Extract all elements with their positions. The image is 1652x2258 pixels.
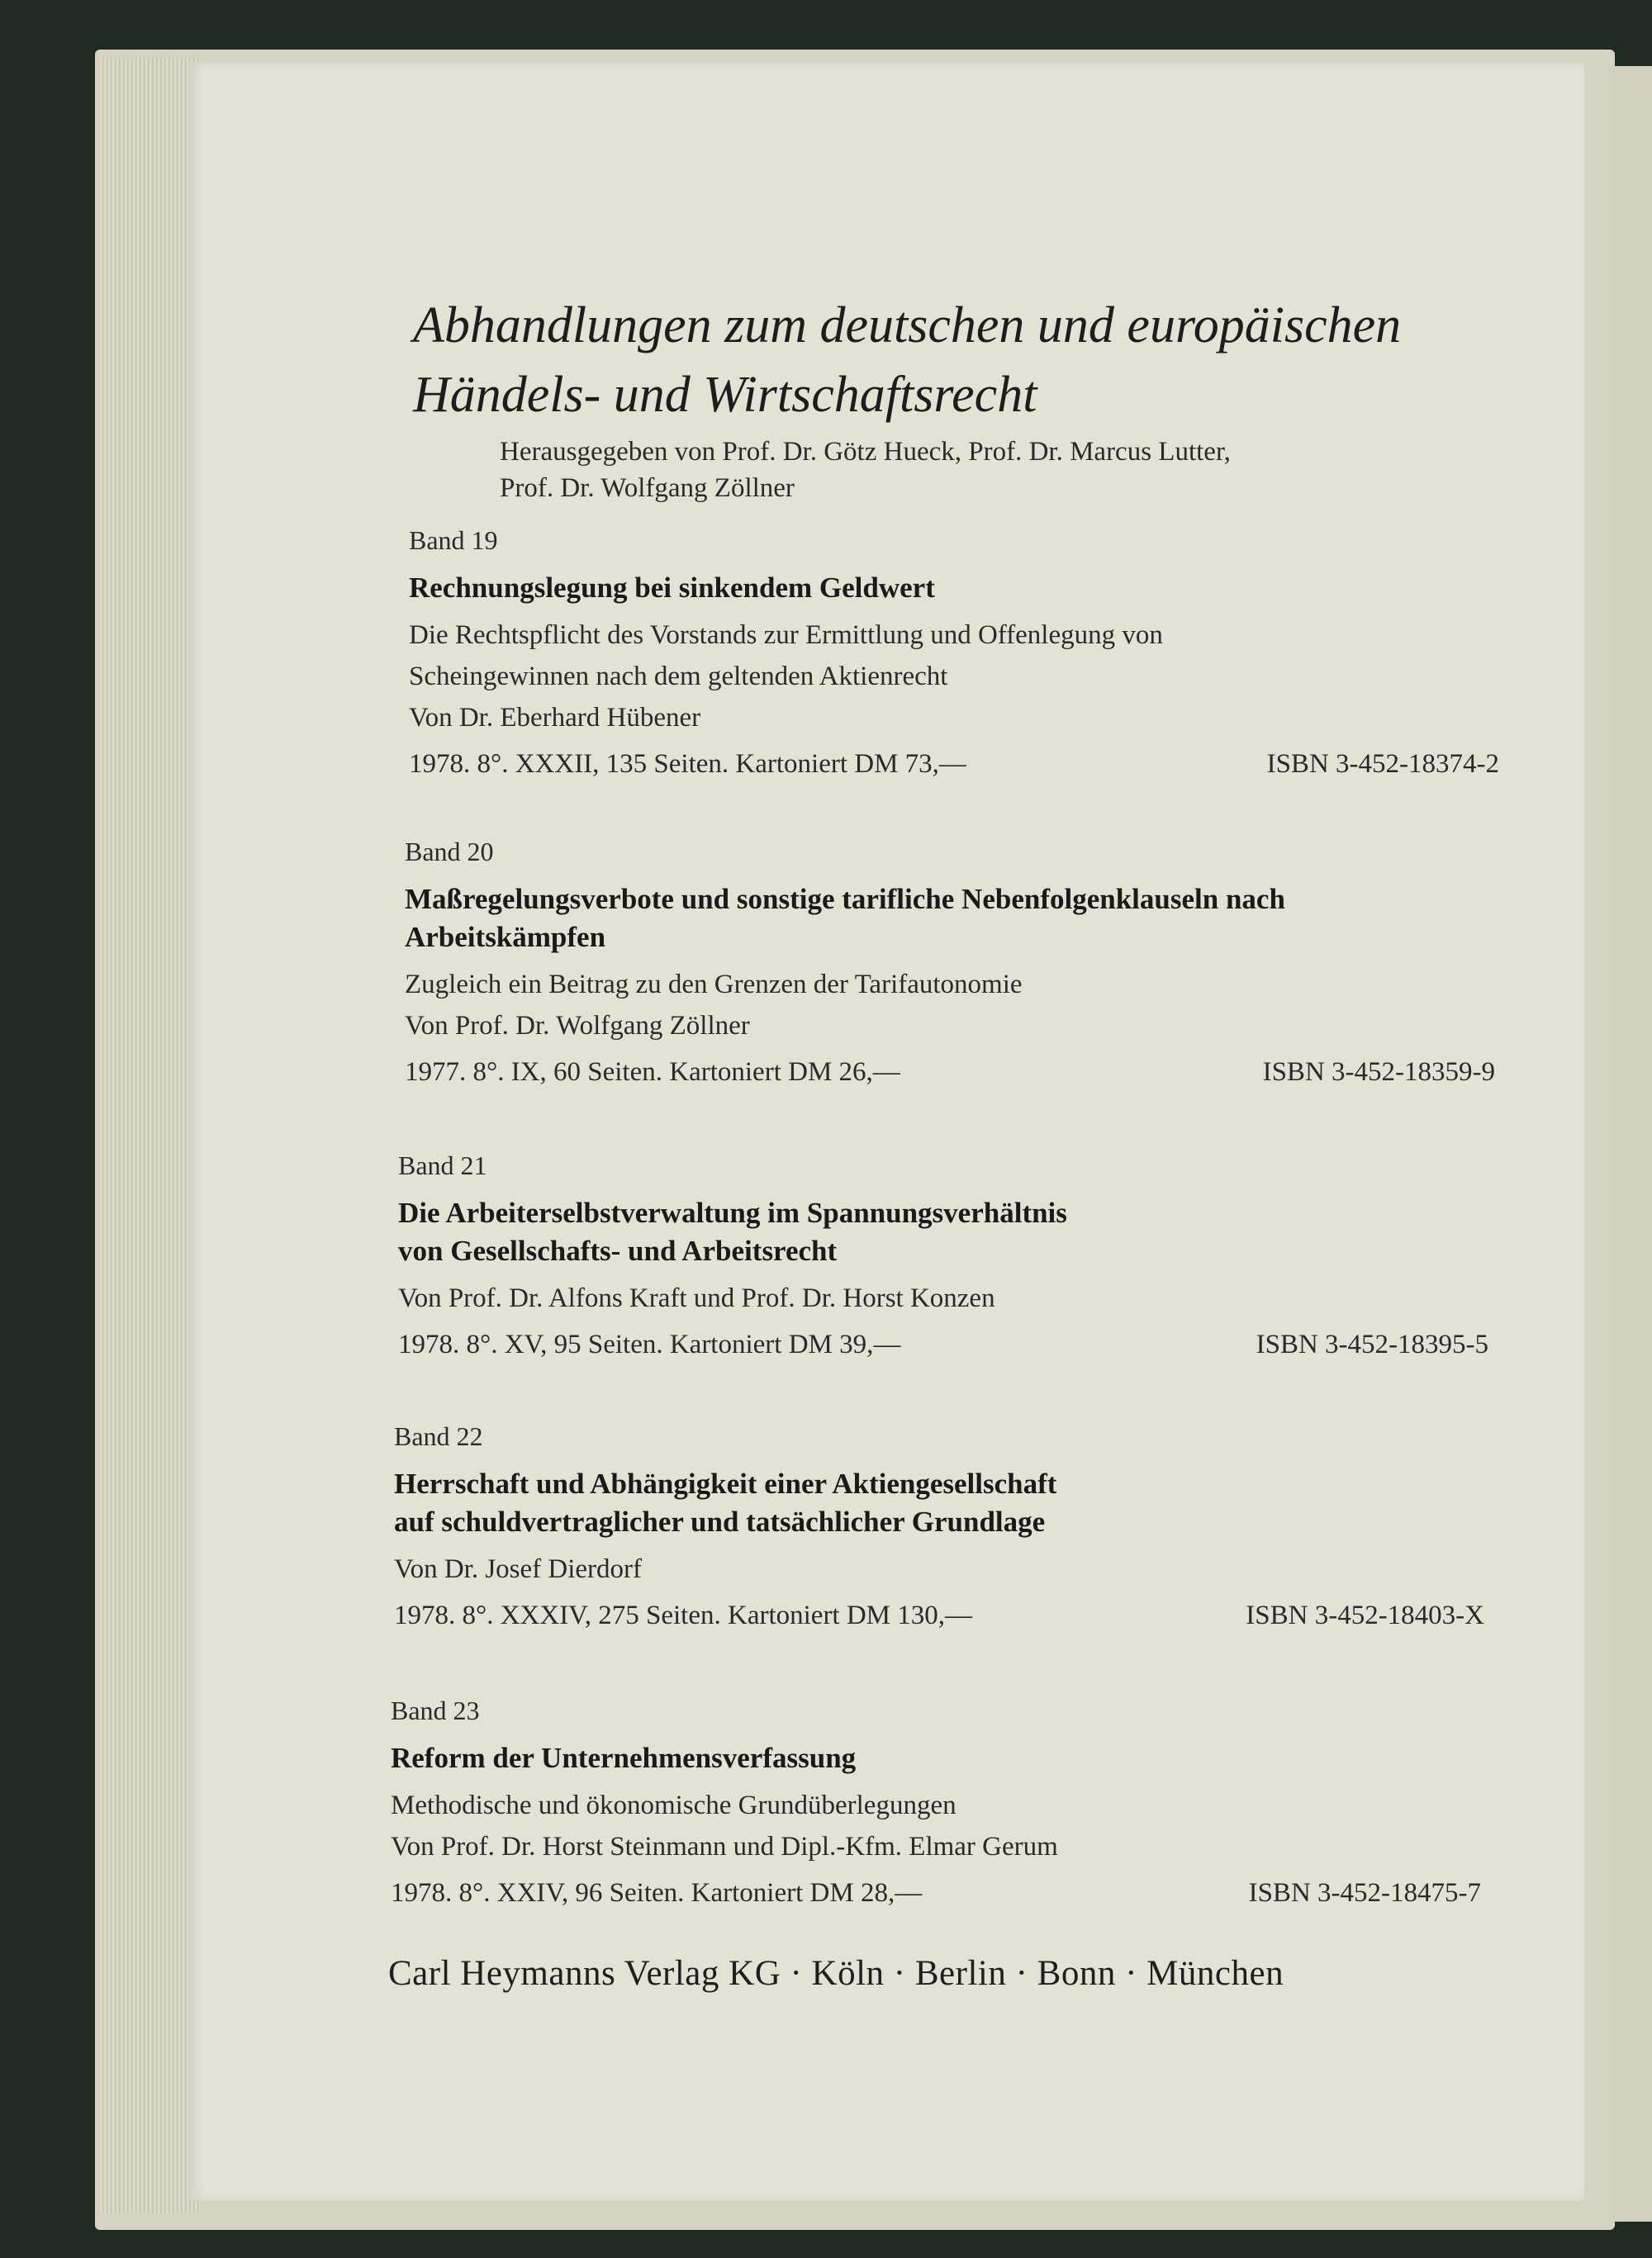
book-title-line: Die Arbeiterselbstverwaltung im Spannungsverhältnis	[398, 1197, 1067, 1229]
entry-band-21	[398, 1148, 1488, 1363]
publication-row	[394, 1597, 1484, 1634]
book-title	[398, 1194, 1488, 1270]
subtitle-line: Zugleich ein Beitrag zu den Grenzen der Tarifautonomie	[405, 970, 1023, 999]
entry-band-22	[394, 1419, 1484, 1634]
publication-details: 1978. 8°. XXXII, 135 Seiten. Kartoniert DM 73,—	[409, 749, 966, 779]
publisher-line: Carl Heymanns Verlag KG · Köln · Berlin · Bonn · München	[388, 1954, 1284, 1993]
subtitle-line: Die Rechtspflicht des Vorstands zur Ermittlung und Offenlegung von	[409, 620, 1163, 650]
series-title-line-1: Abhandlungen zum deutschen und europäischen	[413, 297, 1402, 353]
book-title-line: Rechnungslegung bei sinkendem Geldwert	[409, 572, 935, 604]
book-title	[394, 1465, 1484, 1541]
editors	[500, 434, 1491, 506]
isbn: ISBN 3-452-18475-7	[1248, 1878, 1481, 1908]
band-number: Band 21	[398, 1150, 487, 1180]
book-title	[405, 880, 1495, 956]
band-number: Band 20	[405, 837, 494, 866]
isbn: ISBN 3-452-18374-2	[1266, 749, 1499, 779]
publication-row	[391, 1875, 1481, 1911]
isbn: ISBN 3-452-18403-X	[1246, 1601, 1484, 1630]
entry-band-19	[409, 523, 1499, 782]
publication-details: 1978. 8°. XXIV, 96 Seiten. Kartoniert DM 28,—	[391, 1878, 923, 1908]
author-line: Von Prof. Dr. Wolfgang Zöllner	[405, 1011, 750, 1041]
band-number: Band 19	[409, 525, 498, 555]
isbn: ISBN 3-452-18395-5	[1256, 1330, 1488, 1359]
book-title-line: von Gesellschafts- und Arbeitsrecht	[398, 1235, 838, 1267]
subtitle-line: Methodische und ökonomische Grundüberlegungen	[391, 1791, 957, 1820]
editors-line-2: Prof. Dr. Wolfgang Zöllner	[500, 473, 795, 503]
book-title-line: Maßregelungsverbote und sonstige tarifliche Nebenfolgenklauseln nach	[405, 883, 1285, 915]
author-line: Von Prof. Dr. Alfons Kraft und Prof. Dr. Horst Konzen	[398, 1283, 995, 1313]
publication-details: 1978. 8°. XV, 95 Seiten. Kartoniert DM 39,—	[398, 1330, 901, 1359]
author-line: Von Prof. Dr. Horst Steinmann und Dipl.-Kfm. Elmar Gerum	[391, 1832, 1058, 1862]
publication-row	[398, 1326, 1488, 1363]
publication-row	[409, 746, 1499, 782]
series-title	[413, 291, 1528, 429]
author-line: Von Dr. Josef Dierdorf	[394, 1554, 643, 1584]
band-number: Band 23	[391, 1696, 480, 1725]
book-title	[391, 1739, 1481, 1777]
publication-row	[405, 1054, 1495, 1090]
subtitle-line: Scheingewinnen nach dem geltenden Aktienrecht	[409, 662, 948, 691]
book-title-line: Herrschaft und Abhängigkeit einer Aktiengesellschaft	[394, 1468, 1057, 1500]
publication-details: 1978. 8°. XXXIV, 275 Seiten. Kartoniert DM 130,—	[394, 1601, 973, 1630]
editors-line-1: Herausgegeben von Prof. Dr. Götz Hueck, Prof. Dr. Marcus Lutter,	[500, 437, 1231, 467]
entry-band-20	[405, 834, 1495, 1090]
book-title-line: auf schuldvertraglicher und tatsächlicher Grundlage	[394, 1506, 1046, 1538]
entry-band-23	[391, 1693, 1481, 1911]
publication-details: 1977. 8°. IX, 60 Seiten. Kartoniert DM 26,—	[405, 1057, 900, 1087]
isbn: ISBN 3-452-18359-9	[1262, 1057, 1495, 1087]
book-title	[409, 569, 1499, 607]
series-title-line-2: Händels- und Wirtschaftsrecht	[413, 367, 1037, 423]
book-title-line: Arbeitskämpfen	[405, 921, 606, 953]
book-title-line: Reform der Unternehmensverfassung	[391, 1742, 857, 1774]
author-line: Von Dr. Eberhard Hübener	[409, 703, 701, 733]
band-number: Band 22	[394, 1421, 483, 1451]
